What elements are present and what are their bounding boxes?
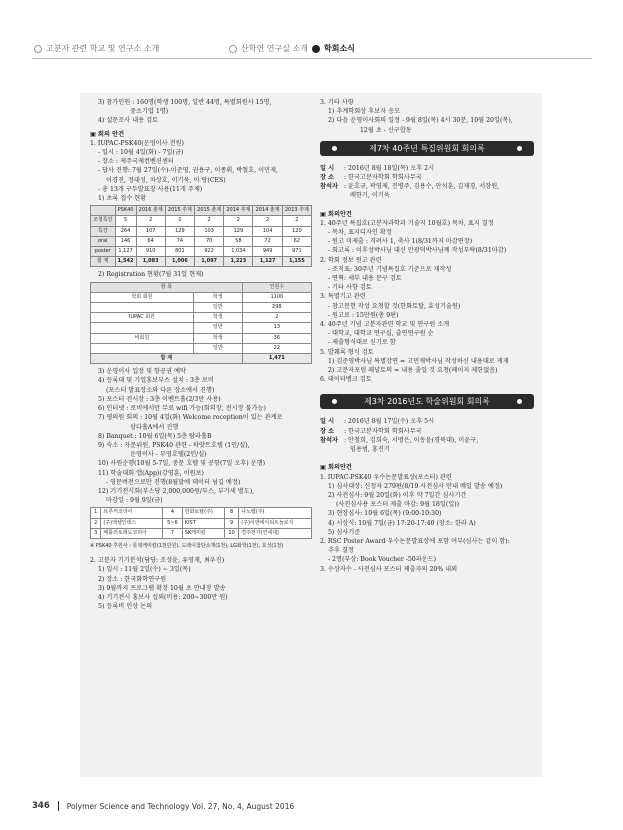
meeting-date: 일 시 : 2016년 8월 17일(수) 오후 5시 <box>320 418 435 426</box>
table-cell <box>91 303 194 313</box>
registration-title: 2) Registration 현황(7월 31일 현재) <box>98 271 204 279</box>
bullet-icon <box>34 45 42 53</box>
table-cell: KIST <box>182 518 224 528</box>
text-line: 2) 장소 : 한국화학연구원 <box>98 575 167 583</box>
text-line: 7) 평의원 회의 : 10월 4일(화) Welcome reception이 있는 관계로 <box>98 414 283 422</box>
table-cell: 1,127 <box>115 247 136 257</box>
table-cell: 5 <box>115 216 136 226</box>
table-row <box>91 528 312 538</box>
text-line: 6. 데이터뱅크 검토 <box>320 376 372 384</box>
left-column <box>90 98 312 611</box>
text-line: - 일시 : 10월 4일(화) - 7일(금) <box>98 149 184 157</box>
text-line: 4) 설문조사 내용 검토 <box>98 117 159 125</box>
table-cell: 7 <box>163 528 183 538</box>
table-header-cell: 2015 추계 <box>165 206 194 216</box>
table-cell: 1100 <box>242 292 311 302</box>
table-cell: 경주전자(연세대) <box>239 528 312 538</box>
table-row <box>91 292 312 302</box>
table-cell: 합 계 <box>91 354 243 364</box>
footer-divider <box>58 801 59 811</box>
bullet-icon <box>332 399 337 404</box>
table-cell: 120 <box>282 226 311 236</box>
table-row <box>91 303 312 313</box>
table-header-cell: oral <box>91 236 116 246</box>
text-line: - 목차, 표지디자인 확정 <box>328 229 392 237</box>
table-cell: 5~6 <box>163 518 183 528</box>
meeting-place: 장 소 : 한국고분자학회 학회사무국 <box>320 427 422 435</box>
table-cell: 1,471 <box>242 354 311 364</box>
bullet-icon <box>517 146 522 151</box>
meeting-title: 제7차 40주년 특집위원회 회의록 <box>369 143 485 153</box>
table-row <box>91 323 312 333</box>
meeting-date: 일 시 : 2016년 8월 18일(목) 오후 2시 <box>320 164 435 172</box>
text-line: 3) 참가인원 : 160명(학생 100명, 일반 44명, 특별회원사 15명, <box>98 99 272 106</box>
text-line: 1. IUPAC-PSK40(운영이사 전원) <box>90 139 184 147</box>
registration-table <box>90 282 312 365</box>
sponsor-note: ※ PSK40 후원사 : 롯데케미칼(1천만원), 도레이첨단소재(1천), LG화학(1천), 효성(1천) <box>90 542 284 549</box>
text-line: - 영문버전으로만 진행(8월말에 데이터 넘길 예정) <box>106 478 241 486</box>
table-cell: 64 <box>136 236 165 246</box>
abstract-table <box>90 205 312 267</box>
nav-divider <box>32 58 592 59</box>
text-line: - 조직표: 30주년 기념특집호 기준으로 재작성 <box>328 265 452 273</box>
table-cell: 922 <box>195 247 224 257</box>
table-cell: 학생 <box>193 333 242 343</box>
table-cell: 10 <box>224 528 238 538</box>
text-line: 4) 등록대 및 기업홍보부스 설치 : 3층 로비 <box>98 377 214 385</box>
text-line: 6) 인터넷 : 로비에서만 무료 wifi 가능(회의장, 전시장 불가능) <box>98 405 266 413</box>
table-cell: 13 <box>242 323 311 333</box>
table-header-cell: 항 목 <box>91 282 243 292</box>
table-cell: 2 <box>224 216 253 226</box>
table-cell: 70 <box>195 236 224 246</box>
table-header-cell: poster <box>91 247 116 257</box>
bullet-icon <box>517 399 522 404</box>
text-line: 10) 사원순행(10월 5-7일, 중문 호텔 및 공항(7일 오후) 운행) <box>98 460 266 468</box>
text-line: - 원고료 : 15만원(총 9편) <box>328 311 399 319</box>
text-line: 운영이사 - 부영호텔(2인/실) <box>130 451 207 459</box>
text-line: 4. 40주년 기념 고분자관련 학교 및 연구원 소개 <box>320 321 450 329</box>
text-line: 마감일 : 9월 9일(금) <box>106 497 163 505</box>
table-row <box>91 236 312 246</box>
table-cell: 2 <box>195 216 224 226</box>
table-cell: 2 <box>136 216 165 226</box>
bullet-icon <box>332 146 337 151</box>
text-line: 11) 학술대회 앱(App)(강영훈, 이원보) <box>98 469 204 477</box>
text-line: 3. 수상자수 - 사전심사 포스터 제출자의 20% 내외 <box>320 565 458 573</box>
table-cell: 학생 <box>193 292 242 302</box>
table-cell: 4 <box>163 508 183 518</box>
table-header-cell: 2014 추계 <box>224 206 253 216</box>
text-line: - 답사 진행: 7월 27일(수)-이준영, 권용구, 이종휘, 박철호, 이민재, <box>98 167 278 175</box>
text-line: - 총 13개 구두발표장 사용(11개 주제) <box>98 185 203 193</box>
table-header-cell: PSK40 <box>115 206 136 216</box>
text-line: 12월 초 - 신구합동 <box>360 126 412 134</box>
table-row <box>91 257 312 267</box>
table-cell: 264 <box>115 226 136 236</box>
table-cell: 학회 회원 <box>91 292 194 302</box>
table-cell <box>91 343 194 353</box>
table-cell: 브루커코리아 <box>101 508 163 518</box>
table-cell: 103 <box>195 226 224 236</box>
table-cell: 104 <box>253 226 282 236</box>
text-line: 5) 포스터 전시장 : 3층 이벤트홀(2/3만 사용) <box>98 395 221 403</box>
meeting-attendees-cont: 임용범, 홍진기 <box>350 446 390 454</box>
bullet-icon <box>229 45 237 53</box>
text-line: 추후 결정 <box>328 547 354 555</box>
table-cell: 949 <box>253 247 282 257</box>
table-cell: 1,542 <box>115 257 136 267</box>
table-header-cell: 2015 춘계 <box>195 206 224 216</box>
text-line: 2. 학회 정보 원고 관련 <box>320 256 382 264</box>
nav-item-schools[interactable] <box>34 43 159 54</box>
text-line: 5) 등록비 인상 논의 <box>98 603 153 611</box>
text-line: 3) 운영이사 입장 및 항공권 예약 <box>98 368 186 376</box>
table-total-row <box>91 354 312 364</box>
table-header-cell: 2013 추계 <box>282 206 311 216</box>
table-cell: 129 <box>224 226 253 236</box>
table-row <box>91 333 312 343</box>
table-cell: 메틀러토레도코리아 <box>101 528 163 538</box>
table-cell: 62 <box>282 236 311 246</box>
table-cell: 1,097 <box>195 257 224 267</box>
table-row <box>91 518 312 528</box>
table-cell: (주)이앤에이티트놀로지 <box>239 518 312 528</box>
table-cell: 129 <box>165 226 194 236</box>
text-line: 1) 초록 접수 현황 <box>98 195 147 203</box>
table-cell: 146 <box>115 236 136 246</box>
table-cell: 1,006 <box>165 257 194 267</box>
table-row <box>91 508 312 518</box>
table-header-cell: 조청특강 <box>91 216 116 226</box>
table-cell: 58 <box>224 236 253 246</box>
journal-citation: Polymer Science and Technology Vol. 27, No. 4, August 2016 <box>66 801 295 811</box>
table-cell: 298 <box>242 303 311 313</box>
table-cell: 22 <box>242 343 311 353</box>
table-cell: 801 <box>165 247 194 257</box>
text-line: 중소기업 1명) <box>130 108 169 116</box>
nav-item-society-news[interactable] <box>312 43 355 54</box>
table-cell: 2 <box>242 313 311 323</box>
text-line: - 장소 : 제주국제컨벤션센터 <box>98 158 174 166</box>
table-cell: 2 <box>91 518 101 528</box>
text-line: 3) 현장심사: 10월 6일(목) (9:00-10:30) <box>328 510 442 518</box>
table-cell: 9 <box>224 518 238 528</box>
meeting-attendees-cont: 배한기, 이기욱 <box>350 192 390 200</box>
table-cell: 8 <box>224 508 238 518</box>
page-footer <box>32 801 294 811</box>
table-row <box>91 216 312 226</box>
right-column <box>320 98 534 574</box>
section-heading: ▣ 회의안건 <box>320 464 352 472</box>
text-line: - 연혁: 세부 내용 문구 검토 <box>328 275 402 283</box>
text-line: 2. 고분자 기기분석(담당: 조성윤, 유영재, 최우진) <box>90 557 225 565</box>
text-line: 2) 사전심사: 9월 20일(화) 이후 약 7일간 심사기간 <box>328 491 467 499</box>
text-line: 2. RSC Poster Award 우수논문발표상에 포함 여부(심사는 같이 함): <box>320 537 510 545</box>
text-line: 1. IUPAC-PSK40 우수논문발표상(포스터) 관련 <box>320 473 452 481</box>
table-header-cell: 특강 <box>91 226 116 236</box>
table-cell: 36 <box>242 333 311 343</box>
nav-label: 학회소식 <box>324 44 355 53</box>
table-cell: 2 <box>165 216 194 226</box>
table-cell: 일반 <box>193 303 242 313</box>
table-cell: 1,223 <box>224 257 253 267</box>
text-line: 4) 기기전시 홍보사 섭외(비용: 200~300만 원) <box>98 593 228 601</box>
meeting-attendees: 참석자 : 윤호규, 곽영제, 진병주, 김용수, 안석훈, 김재경, 서장원, <box>320 183 500 191</box>
text-line: 1) 김준영박사님 특별강연 = 고민재박사님 작성하신 내용대로 게재 <box>328 357 509 365</box>
text-line: 3) 9월까지 프로그램 확정 10월 초 안내장 발송 <box>98 584 226 592</box>
meeting-title-bar <box>320 394 534 409</box>
table-cell: 2 <box>282 216 311 226</box>
table-header-cell <box>91 206 116 216</box>
table-cell: 72 <box>253 236 282 246</box>
text-line: 이경진, 정대성, 차상호, 이기욱, 이 랑(CES) <box>106 176 226 184</box>
text-line: 1) 일시 : 11월 2일(수) ~ 3일(목) <box>98 566 191 574</box>
table-cell: 학생 <box>193 313 242 323</box>
text-line: - 회고록 : 이후성박사님 대신 안광덕박사님께 작성부탁(8/31마감) <box>328 247 507 255</box>
text-line: 2) 고분자포럼 패널토의 = 내용 줄일 것 요청(페이지 제한없음) <box>328 367 498 375</box>
table-cell: SK케미칼 <box>182 528 224 538</box>
text-line: 1) 심사대상: 신청자 279편(8/19 사전심사 안내 메일 발송 예정) <box>328 482 503 490</box>
table-cell: 일반 <box>193 343 242 353</box>
text-line: (사전심사용 포스터 제출 마감: 9월 18일(일)) <box>336 501 460 509</box>
table-cell: IUPAC 회원 <box>91 313 194 323</box>
table-cell: 비회원 <box>91 333 194 343</box>
table-row <box>91 343 312 353</box>
table-cell: 2 <box>253 216 282 226</box>
exhibitor-table <box>90 507 312 539</box>
nav-item-labs[interactable] <box>229 43 308 54</box>
text-line: 3. 기타 사항 <box>320 99 354 106</box>
table-cell: 1,155 <box>282 257 311 267</box>
table-cell: 1,083 <box>136 257 165 267</box>
table-header-cell: 합 계 <box>91 257 116 267</box>
text-line: 4) 시상식: 10월 7일(금) 17:20-17:40 (장소: 한라 A) <box>328 519 476 527</box>
table-cell: 1 <box>91 508 101 518</box>
meeting-title: 제3차 2016년도 학술위원회 회의록 <box>364 397 490 407</box>
nav-label: 고분자 관련 학교 및 연구소 소개 <box>46 44 160 53</box>
text-line: 1. 40주년 특집호(고분자과학과 기술지 10월호) 목차, 표지 결정 <box>320 219 494 227</box>
section-heading: ▣ 회의안건 <box>320 210 352 218</box>
text-line: 2) 다음 운영이사회의 일정 - 9월 8일(목) 4시 30분, 10월 20일(목), <box>328 117 513 125</box>
text-line: (포스터 발표장소와 다른 장소에서 진행) <box>106 386 215 394</box>
table-header-cell: 2014 춘계 <box>253 206 282 216</box>
table-cell: 1,127 <box>253 257 282 267</box>
text-line: 12) 기기전시회(부스당 2,000,000원/부스, 부가세 별도), <box>98 487 255 495</box>
table-cell: 1,034 <box>224 247 253 257</box>
table-cell: 일반 <box>193 323 242 333</box>
text-line: - 2명(부상: Book Voucher -50파운드) <box>328 556 437 564</box>
bullet-icon <box>312 45 320 53</box>
text-line: - 참고문헌 작성 요청할 것(한화토탈, 효성기술원) <box>328 302 461 310</box>
section-nav <box>34 40 594 60</box>
table-cell: 3 <box>91 528 101 538</box>
text-line: - 제출형식대로 싣기로 함 <box>328 339 396 347</box>
table-cell: 한화토탈(주) <box>182 508 224 518</box>
text-line: - 기타 사항 검토 <box>328 284 372 292</box>
table-cell: 971 <box>282 247 311 257</box>
meeting-title-bar <box>320 141 534 156</box>
text-line: 8) Banquet : 10월 6일(목) 5층 탐라홀B <box>98 432 212 440</box>
table-header-cell: 2016 춘계 <box>136 206 165 216</box>
meeting-place: 장 소 : 한국고분자학회 학회사무국 <box>320 174 422 182</box>
text-line: 3. 특별기고 관련 <box>320 293 366 301</box>
page-number: 346 <box>32 801 50 811</box>
table-row <box>91 247 312 257</box>
nav-label: 산학연 연구실 소개 <box>241 44 308 53</box>
table-cell: 74 <box>165 236 194 246</box>
text-line: 9) 숙소 : 자문위원, PSK40 관련 - 하얏트호텔 (1인/실), <box>98 441 250 449</box>
table-cell <box>91 323 194 333</box>
text-line: - 대학교, 대학교 연구실, 출연연구원 순 <box>328 330 434 338</box>
text-line: - 원고 미제출 : 격려사 1, 축사 1(8/31까지 마감연장) <box>328 238 473 246</box>
table-cell: 910 <box>136 247 165 257</box>
table-cell: (주)엑셀인데스 <box>101 518 163 528</box>
section-heading: ▣ 회의 안건 <box>90 130 125 138</box>
meeting-attendees: 참석자 : 안철희, 김희숙, 서명은, 이동윤(경북대), 이윤구, <box>320 436 479 444</box>
table-cell: 나노랩(주) <box>239 508 312 518</box>
text-line: 1) 추계학회상 후보자 응모 <box>328 108 401 116</box>
table-row <box>91 313 312 323</box>
text-line: 5. 발췌록 형식 검토 <box>320 348 374 356</box>
text-line: 5) 심사기준 <box>328 528 361 536</box>
table-header-cell: 인원수 <box>242 282 311 292</box>
table-row <box>91 226 312 236</box>
text-line: 삼다홀A에서 진행 <box>130 423 179 431</box>
table-cell: 107 <box>136 226 165 236</box>
